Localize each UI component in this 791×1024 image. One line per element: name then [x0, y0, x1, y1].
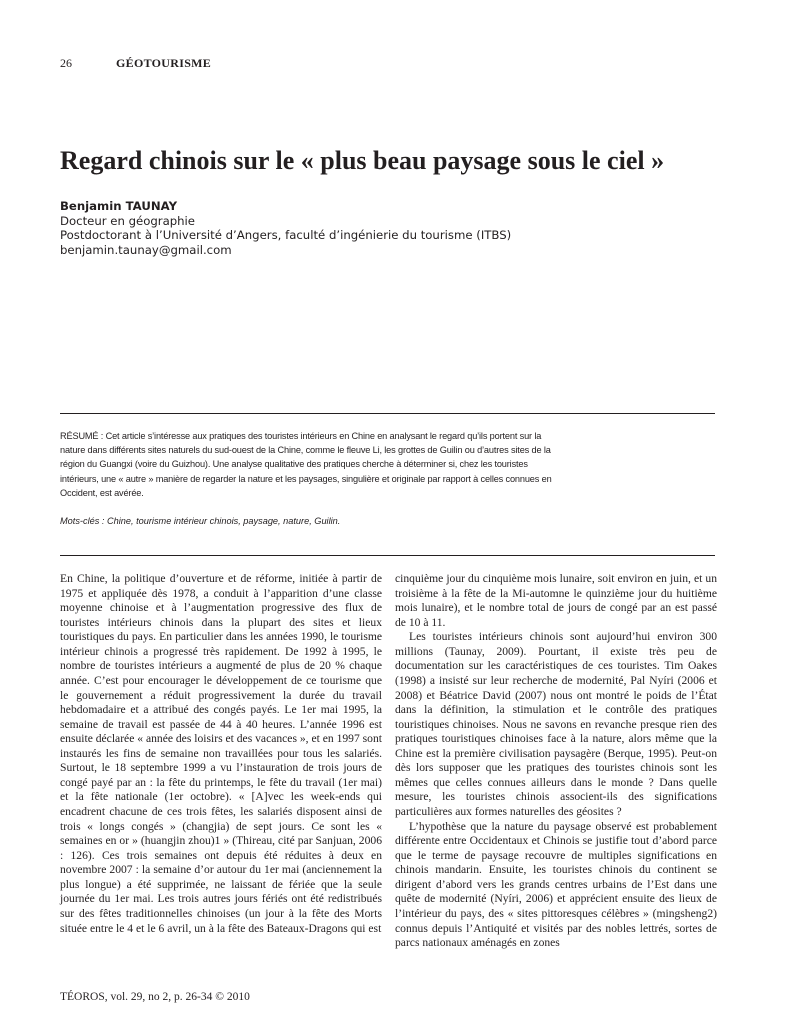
abstract: RÉSUMÉ : Cet article s’intéresse aux pratiques des touristes intérieurs en Chine en analysant le regard qu’ils portent sur la nature dans différents sites naturels du sud-ouest de la Chine, comme le fleuve Li, les grottes de Guilin ou d’autres sites de la région du Guangxi (voire du Guizhou). Une analyse qualitative des pratiques cherche à déterminer si, chez les touristes intérieurs, une « autre » manière de regarder la nature et les paysages, singulière et originale par rapport à celles connues en Occident, est avérée.	[60, 431, 552, 498]
article-title: Regard chinois sur le « plus beau paysage sous le ciel »	[60, 146, 665, 175]
author-email: benjamin.taunay@gmail.com	[60, 242, 232, 257]
author-name: Benjamin TAUNAY	[60, 199, 178, 213]
journal-section: GÉOTOURISME	[116, 56, 212, 70]
running-head	[60, 56, 211, 71]
paragraph: L’hypothèse que la nature du paysage observé est probablement différente entre Occidentaux et Chinois se justifie tout d’abord parce que le terme de paysage recouvre de multiples significations en chinois mandarin. Ensuite, les touristes chinois du continent se dirigent d’abord vers les grands centres urbains de l’Est dans une quête de modernité (Nyíri, 2006) et apprécient ensuite des lieux de l’intérieur du pays, des « sites pittoresques célèbres » (mingsheng2) connus depuis l’Antiquité et visités par des nobles lettrés, sortes de parcs nationaux aménagés en zones	[395, 819, 717, 950]
divider-bottom	[60, 555, 715, 556]
footer-citation: TÉOROS, vol. 29, no 2, p. 26-34 © 2010	[60, 991, 250, 1003]
keywords: Mots-clés : Chine, tourisme intérieur chinois, paysage, nature, Guilin.	[60, 516, 341, 526]
body-column-right	[395, 572, 717, 951]
author-affiliation: Postdoctorant à l’Université d’Angers, faculté d’ingénierie du tourisme (ITBS)	[60, 228, 512, 242]
body-column-left	[60, 572, 382, 936]
author-block	[60, 199, 511, 257]
divider-top	[60, 413, 715, 414]
page-number: 26	[60, 56, 72, 70]
paragraph: En Chine, la politique d’ouverture et de réforme, initiée à partir de 1975 et appliquée dès 1978, a conduit à l’apparition d’une classe moyenne chinoise et à l’augmentation progressive des flux de touristes intérieurs chinois dans la plupart des sites et lieux touristiques du pays. En particulier dans les années 1990, le tourisme intérieur chinois a progressé très rapidement. De 1992 à 1995, le nombre de touristes intérieurs a augmenté de plus de 20 % chaque année. C’est pour encourager le développement de ce tourisme que le gouvernement a réduit progressivement la durée du travail hebdomadaire et a attribué des congés payés. Le 1er mai 1995, la semaine de travail est passée de 44 à 40 heures. L’année 1996 est ensuite déclarée « année des loisirs et des vacances », et en 1997 sont instaurés les fins de semaine non travaillées pour tous les salariés. Surtout, le 18 septembre 1999 a vu l’instauration de trois jours de congé payé par an : la fête du printemps, le fête du travail (1er mai) et la fête nationale (1er octobre). « [A]vec les week-ends qui encadrent chacune de ces trois fêtes, les salariés disposent ainsi de trois « longs congés » (changjia) de sept jours. Ce sont les « semaines en or » (huangjin zhou)1 » (Thireau, cité par Sanjuan, 2006 : 126). Ces trois semaines ont depuis été réduites à deux en novembre 2007 : la semaine d’or autour du 1er mai (anciennement la plus longue) a été supprimée, ne laissant de fériée que la seule journée du 1er mai. Les trois autres jours fériés ont été redistribués sur des fêtes traditionnelles chinoises (un jour à la fête des Morts située entre le 4 et le 6 avril, un à la fête des Bateaux-Dragons qui est	[60, 572, 382, 935]
author-degree: Docteur en géographie	[60, 213, 195, 228]
paragraph: cinquième jour du cinquième mois lunaire, soit environ en juin, et un troisième à la fête de la Mi-automne le quinzième jour du huitième mois lunaire), et le nombre total de jours de congé par an est passé de 10 à 11.	[395, 572, 717, 629]
paragraph: Les touristes intérieurs chinois sont aujourd’hui environ 300 millions (Taunay, 2009). Pourtant, il existe très peu de documentation sur les caractéristiques de ces touristes. Tim Oakes (1998) a insisté sur leur recherche de modernité, Pal Nyíri (2006 et 2008) et Béatrice David (2007) nous ont montré le poids de l’État dans la définition, la stimulation et le contrôle des pratiques touristiques chinoises. Nous ne savons en revanche presque rien des pratiques touristiques chinoises face à la nature, alors même que la Chine est la première civilisation paysagère (Berque, 1995). Peut-on dès lors supposer que les pratiques des touristes chinois sont les mêmes que celles connues ailleurs dans le monde ? Dans quelle mesure, les touristes chinois associent-ils des significations particulières aux formes naturelles des géosites ?	[395, 630, 717, 818]
